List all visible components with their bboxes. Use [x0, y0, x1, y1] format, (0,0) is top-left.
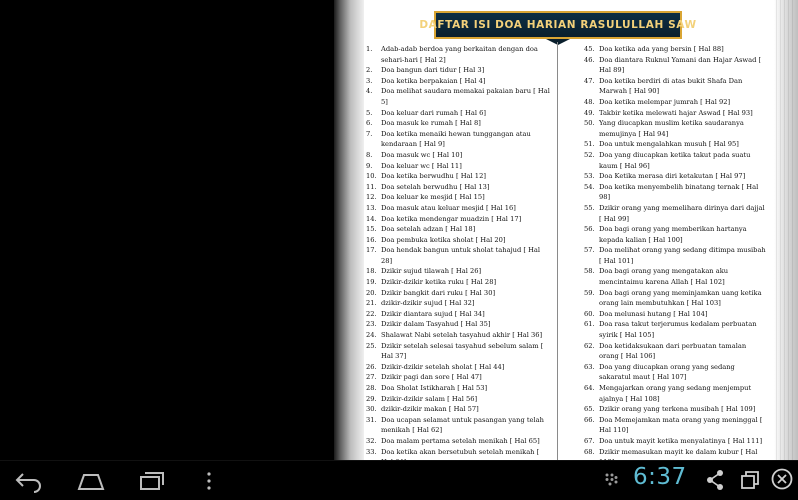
toc-entry[interactable]: [366, 150, 552, 161]
blackberry-icon: [604, 472, 618, 486]
toc-entry-number: 59.: [584, 288, 595, 297]
toc-entry-title: Doa hendak bangun untuk sholat tahajud [ Hal 28]: [381, 246, 541, 265]
toc-entry-title: Doa pembuka ketika sholat [ Hal 20]: [381, 235, 506, 244]
toc-entry-title: Doa Memejamkan mata orang yang meninggal [ Hal 110]: [599, 415, 763, 435]
toc-entry-number: 16.: [366, 235, 377, 244]
toc-entry-title: Doa ketika ada yang bersin [ Hal 88]: [599, 45, 724, 53]
toc-entry-title: Doa ketika melempar jumrah [ Hal 92]: [599, 97, 731, 106]
toc-entry-title: Doa bagi orang yang memberikan hartanya kepada kalian [ Hal 100]: [599, 225, 747, 244]
toc-entry[interactable]: [366, 288, 552, 299]
toc-entry-number: 21.: [366, 299, 377, 308]
toc-entry[interactable]: [366, 319, 552, 330]
toc-entry-number: 17.: [366, 246, 377, 255]
toc-entry-number: 52.: [584, 150, 595, 159]
toc-entry-title: Dzikir setelah selesai tasyahud sebelum salam [ Hal 37]: [381, 341, 544, 361]
toc-entry[interactable]: [366, 65, 552, 76]
toc-entry[interactable]: [584, 447, 768, 460]
toc-entry[interactable]: [584, 108, 768, 119]
toc-entry[interactable]: [584, 171, 768, 182]
toc-entry-title: Adab-adab berdoa yang berkaitan dengan doa sehari-hari [ Hal 2]: [381, 45, 538, 64]
toc-column-left: [366, 44, 552, 460]
toc-entry[interactable]: [584, 182, 768, 203]
toc-entry[interactable]: [366, 436, 552, 447]
toc-entry-title: Doa masuk ke rumah [ Hal 8]: [381, 119, 481, 128]
toc-entry-title: dzikir-dzikir sujud [ Hal 32]: [381, 299, 475, 308]
toc-entry[interactable]: [366, 341, 552, 362]
home-icon[interactable]: [76, 469, 106, 493]
toc-entry-number: 26.: [366, 362, 377, 371]
toc-entry[interactable]: [584, 44, 768, 55]
toc-entry[interactable]: [366, 266, 552, 277]
menu-dots-icon[interactable]: [204, 469, 214, 493]
toc-entry-title: Doa keluar wc [ Hal 11]: [381, 161, 462, 170]
toc-entry[interactable]: [584, 404, 768, 415]
toc-entry-number: 31.: [366, 415, 377, 424]
toc-entry-title: Dzikir-dzikir ketika ruku [ Hal 28]: [381, 278, 497, 287]
toc-entry-number: 58.: [584, 267, 595, 276]
toc-entry[interactable]: [366, 129, 552, 150]
toc-entry-title: Doa yang diucapkan orang yang sedang sakaratul maut [ Hal 107]: [599, 362, 735, 382]
toc-entry-number: 57.: [584, 246, 595, 255]
toc-entry[interactable]: [366, 224, 552, 235]
toc-entry[interactable]: [366, 44, 552, 65]
toc-entry-number: 4.: [366, 87, 373, 96]
toc-entry[interactable]: [584, 224, 768, 245]
toc-entry[interactable]: [584, 150, 768, 171]
toc-entry[interactable]: [366, 298, 552, 309]
column-divider: [557, 42, 558, 460]
title-banner: [419, 11, 697, 39]
toc-entry-number: 13.: [366, 203, 377, 212]
toc-entry[interactable]: [366, 108, 552, 119]
toc-entry-number: 51.: [584, 140, 595, 149]
toc-entry-number: 14.: [366, 214, 377, 223]
toc-entry-number: 61.: [584, 320, 595, 329]
toc-entry-number: 47.: [584, 76, 595, 85]
toc-entry-number: 56.: [584, 225, 595, 234]
toc-entry-number: 30.: [366, 405, 377, 414]
toc-entry[interactable]: [584, 266, 768, 287]
toc-entry-number: 33.: [366, 447, 377, 456]
toc-entry[interactable]: [366, 245, 552, 266]
toc-entry-number: 64.: [584, 384, 595, 392]
toc-entry-title: Doa melihat saudara memakai pakaian baru [ Hal 5]: [381, 87, 550, 106]
toc-entry-title: Doa bagi orang yang meminjamkan uang ketika orang lain membutuhkan [ Hal 103]: [599, 288, 762, 308]
toc-entry[interactable]: [366, 372, 552, 383]
toc-entry[interactable]: [584, 139, 768, 150]
toc-entry-title: Doa ketika akan bersetubuh setelah menikah [: [381, 447, 540, 456]
toc-entry-number: 65.: [584, 405, 595, 414]
window-icon[interactable]: [740, 470, 760, 490]
toc-entry[interactable]: [366, 76, 552, 87]
toc-entry[interactable]: [584, 203, 768, 224]
toc-entry-title: Doa untuk mayit ketika menyalatinya [ Hal 111]: [599, 436, 763, 445]
toc-entry[interactable]: [366, 214, 552, 225]
toc-entry[interactable]: [584, 288, 768, 309]
toc-entry-title: Dzikir-dzikir setelah sholat [ Hal 44]: [381, 362, 505, 371]
toc-entry[interactable]: [366, 203, 552, 214]
toc-entry-number: 20.: [366, 288, 377, 297]
toc-entry[interactable]: [366, 309, 552, 320]
toc-entry[interactable]: [366, 394, 552, 405]
toc-entry[interactable]: [584, 97, 768, 108]
toc-entry-title: Doa rasa takut terjerumus kedalam perbuatan syirik [ Hal 105]: [599, 320, 757, 340]
toc-entry[interactable]: [584, 436, 768, 447]
toc-entry-number: 60.: [584, 309, 595, 318]
toc-entry-title: Dzikir bangkit dari ruku [ Hal 30]: [381, 288, 496, 297]
toc-entry-number: 19.: [366, 278, 377, 287]
toc-entry-number: 62.: [584, 341, 595, 350]
toc-entry-number: 54.: [584, 182, 595, 191]
toc-entry[interactable]: [366, 447, 552, 460]
toc-entry-title: Doa bangun dari tidur [ Hal 3]: [381, 66, 485, 75]
toc-entry-number: 5.: [366, 108, 373, 117]
toc-entry-number: 53.: [584, 172, 595, 181]
toc-entry-title: Doa ketika menaiki hewan tunggangan atau kendaraan [ Hal 9]: [381, 129, 531, 149]
toc-entry-title: Doa keluar dari rumah [ Hal 6]: [381, 108, 486, 117]
toc-entry-title: Doa yang diucapkan ketika takut pada suatu kaum [ Hal 96]: [599, 150, 751, 170]
toc-entry-number: 12.: [366, 193, 377, 202]
toc-entry-number: 23.: [366, 320, 377, 329]
toc-entry-title: Dzikir-dzikir salam [ Hal 56]: [381, 394, 478, 403]
toc-entry-title: Yang diucapkan muslim ketika saudaranya memujinya [ Hal 94]: [599, 119, 744, 138]
page-curl-shadow: [334, 0, 364, 460]
toc-entry-title: Doa untuk mengalahkan musuh [ Hal 95]: [599, 140, 739, 149]
toc-entry-title: Doa ketidaksukaan dari perbuatan tamalan orang [ Hal 106]: [599, 341, 747, 361]
toc-entry-number: 1.: [366, 45, 373, 53]
toc-entry-title: Mengajarkan orang yang sedang menjemput ajalnya [ Hal 108]: [599, 384, 752, 403]
toc-entry[interactable]: [366, 235, 552, 246]
toc-entry-number: 15.: [366, 225, 377, 234]
toc-entry[interactable]: [366, 86, 552, 107]
share-icon[interactable]: [705, 469, 725, 491]
toc-entry-title: Doa ucapan selamat untuk pasangan yang telah menikah [ Hal 62]: [381, 415, 544, 435]
toc-entry[interactable]: [366, 277, 552, 288]
toc-entry-title: Doa setelah berwudhu [ Hal 13]: [381, 182, 490, 191]
toc-entry[interactable]: [366, 171, 552, 182]
toc-entry-title: Doa keluar ke mesjid [ Hal 15]: [381, 193, 485, 202]
toc-entry-title: dzikir-dzikir makan [ Hal 57]: [381, 405, 479, 414]
toc-entry-title: Doa ketika menyembelih binatang ternak [ Hal 98]: [599, 182, 759, 202]
toc-entry-title: Doa ketika mendengar muadzin [ Hal 17]: [381, 214, 522, 223]
toc-entry-title: Doa ketika berwudhu [ Hal 12]: [381, 172, 486, 181]
toc-entry-number: 28.: [366, 384, 377, 392]
toc-entry-title: Doa ketika berdiri di atas bukit Shafa Dan Marwah [ Hal 90]: [599, 76, 743, 96]
toc-entry-number: 32.: [366, 436, 377, 445]
toc-entry-number: 11.: [366, 182, 377, 191]
toc-entry[interactable]: [366, 182, 552, 193]
toc-entry-number: 7.: [366, 129, 373, 138]
toc-entry-number: 25.: [366, 341, 377, 350]
toc-entry[interactable]: [584, 309, 768, 320]
page-stack-edge: [774, 0, 798, 460]
toc-entry-title: Dzikir memasukan mayit ke dalam kubur [ Hal: [599, 447, 758, 456]
toc-entry-title: Doa melunasi hutang [ Hal 104]: [599, 309, 708, 318]
toc-entry-title: Shalawat Nabi setelah tasyahud akhir [ Hal 36]: [381, 331, 543, 340]
toc-entry-title: Takbir ketika melewati hajar Aswad [ Hal 93]: [599, 108, 753, 117]
toc-entry[interactable]: [366, 362, 552, 373]
clock: 6:37: [633, 464, 687, 490]
toc-entry-title: Doa malam pertama setelah menikah [ Hal 65]: [381, 436, 540, 445]
toc-entry-title: Doa diantara Ruknul Yamani dan Hajar Aswad [ Hal 89]: [599, 55, 762, 75]
toc-entry[interactable]: [366, 192, 552, 203]
toc-entry-number: 68.: [584, 447, 595, 456]
toc-entry[interactable]: [366, 118, 552, 129]
toc-entry[interactable]: [366, 161, 552, 172]
toc-entry-number: 22.: [366, 309, 377, 318]
toc-entry-number: 55.: [584, 203, 595, 212]
toc-entry-number: 18.: [366, 267, 377, 276]
toc-entry-title: Doa ketika berpakaian [ Hal 4]: [381, 76, 486, 85]
toc-entry-title: Doa Ketika merasa diri ketakutan [ Hal 97]: [599, 172, 746, 181]
toc-entry-title: Doa masuk wc [ Hal 10]: [381, 150, 463, 159]
page-title: DAFTAR ISI DOA HARIAN RASULULLAH SAW: [419, 19, 697, 31]
toc-entry-number: 66.: [584, 415, 595, 424]
toc-entry-number: 3.: [366, 76, 373, 85]
toc-entry-title: Dzikir diantara sujud [ Hal 34]: [381, 309, 485, 318]
toc-entry-number: 27.: [366, 373, 377, 382]
toc-entry[interactable]: [366, 404, 552, 415]
toc-entry-title: Doa setelah adzan [ Hal 18]: [381, 225, 476, 234]
toc-entry[interactable]: [584, 319, 768, 340]
toc-entry-number: 10.: [366, 172, 377, 181]
toc-entry[interactable]: [366, 415, 552, 436]
toc-entry-number: 8.: [366, 150, 373, 159]
toc-entry-number: 50.: [584, 119, 595, 128]
toc-entry-number: 2.: [366, 66, 373, 75]
toc-entry[interactable]: [584, 245, 768, 266]
toc-entry-number: 6.: [366, 119, 373, 128]
toc-entry[interactable]: [584, 415, 768, 436]
toc-entry-number: 48.: [584, 97, 595, 106]
toc-entry-number: 29.: [366, 394, 377, 403]
toc-column-right: [584, 44, 768, 460]
toc-entry-title: Dzikir orang yang terkena musibah [ Hal 109]: [599, 405, 756, 414]
toc-entry[interactable]: [584, 341, 768, 362]
toc-entry-number: 49.: [584, 108, 595, 117]
toc-entry-title: Doa melihat orang yang sedang ditimpa musibah [ Hal 101]: [599, 246, 766, 265]
toc-entry[interactable]: [584, 55, 768, 76]
toc-entry-number: 45.: [584, 45, 595, 53]
close-icon[interactable]: [771, 468, 793, 490]
toc-entry-title: Doa bagi orang yang mengatakan aku mencintaimu karena Allah [ Hal 102]: [599, 267, 729, 287]
toc-entry-title: Dzikir sujud tilawah [ Hal 26]: [381, 267, 482, 276]
toc-entry-title: Dzikir pagi dan sore [ Hal 47]: [381, 373, 482, 382]
toc-entry-title: Dzikir orang yang memelihara dirinya dari dajjal [ Hal 99]: [599, 203, 765, 223]
toc-entry-number: 9.: [366, 161, 373, 170]
toc-entry[interactable]: [584, 362, 768, 383]
toc-entry-number: 24.: [366, 331, 377, 340]
back-icon[interactable]: [14, 469, 44, 493]
toc-entry-title: Dzikir dalam Tasyahud [ Hal 35]: [381, 320, 491, 329]
toc-entry-number: 67.: [584, 436, 595, 445]
toc-entry[interactable]: [584, 383, 768, 404]
toc-entry-number: 46.: [584, 55, 595, 64]
toc-entry-title: Doa masuk atau keluar mesjid [ Hal 16]: [381, 203, 516, 212]
toc-entry[interactable]: [584, 118, 768, 139]
toc-entry[interactable]: [366, 383, 552, 394]
toc-entry-number: 63.: [584, 362, 595, 371]
toc-entry[interactable]: [366, 330, 552, 341]
toc-entry[interactable]: [584, 76, 768, 97]
toc-entry-title: Doa Sholat Istikharah [ Hal 53]: [381, 384, 488, 392]
recent-apps-icon[interactable]: [138, 469, 166, 493]
